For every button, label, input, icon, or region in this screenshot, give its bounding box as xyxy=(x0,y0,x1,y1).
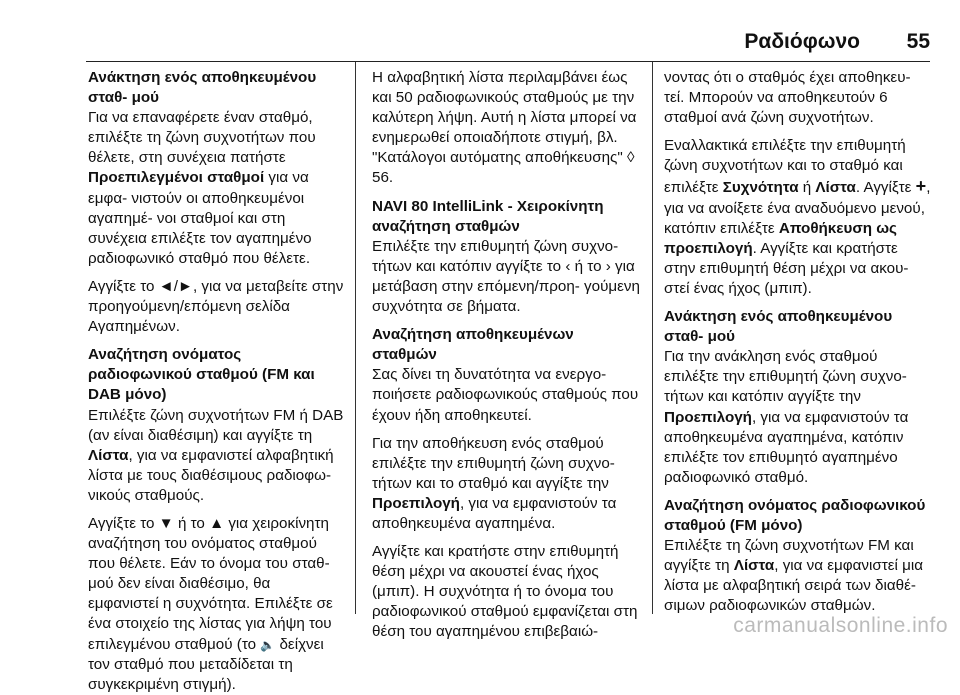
section-heading: Αναζήτηση ονόματος ραδιοφωνικού σταθμού (FM και DAB μόνο) xyxy=(88,346,315,404)
column-1 xyxy=(88,68,344,693)
chevron-left-icon: ‹ xyxy=(565,257,571,275)
text: , για να μεταβείτε στην προηγούμενη/επόμενη σελίδα Αγαπημένων. xyxy=(88,277,344,336)
paragraph xyxy=(88,108,344,269)
text: 56. xyxy=(372,169,394,187)
paragraph: Αγγίξτε και κρατήστε στην επιθυμητή θέση μέχρι να ακουστεί ένας ήχος (μπιπ). Η συχνότητα ή το όνομα του ραδιοφωνικού σταθμού εμφανίζεται στη θέση του αγαπημένου επιβεβαιώ‐ xyxy=(372,543,638,641)
page-reference-icon: ◊ xyxy=(626,149,635,167)
column-divider xyxy=(652,62,653,614)
column-3 xyxy=(664,68,932,615)
prev-next-arrows-icon: ◄/► xyxy=(158,277,193,295)
text: Για την αποθήκευση ενός σταθμού επιλέξτε την επιθυμητή ζώνη συχνο‐ τήτων και το σταθμό και αγγίξτε την xyxy=(372,434,615,492)
text: Για να επαναφέρετε έναν σταθμό, επιλέξτε τη ζώνη συχνοτήτων που θέλετε, στη συνέχεια πατήστε xyxy=(88,109,316,167)
text: , για να ανοίξετε ένα αναδυόμενο μενού, κατόπιν επιλέξτε xyxy=(664,179,931,237)
text: Επιλέξτε την επιθυμητή ζώνη συχνο‐ τήτων και κατόπιν αγγίξτε το xyxy=(372,237,619,275)
text: Αγγίξτε το xyxy=(88,514,159,532)
text: Για την ανάκληση ενός σταθμού επιλέξτε την επιθυμητή ζώνη συχνο‐ τήτων και κατόπιν αγγίξτε την xyxy=(664,348,907,406)
text: Η αλφαβητική λίστα περιλαμβάνει έως και 50 ραδιοφωνικούς σταθμούς με την καλύτερη λήψη. Αυτή η λίστα μπορεί να ενημερωθεί οποιαδήποτε στιγμή, βλ. "Κατάλογοι αυτόματης αποθήκευσης" xyxy=(372,69,637,167)
arrow-down-icon: ▼ xyxy=(158,514,174,532)
text: για χειροκίνητη αναζήτηση του ονόματος σταθμού που θέλετε. Εάν το όνομα του σταθ‐ μού δεν είναι διαθέσιμο, θα εμφανιστεί η συχνότητα. Επιλέξτε σε ένα στοιχείο της λίστας για λήψη του επιλεγμένου σταθμού (το xyxy=(88,514,333,653)
text: Επιλέξτε τη ζώνη συχνοτήτων FM και αγγίξτε τη xyxy=(664,537,914,575)
ui-term: Λίστα xyxy=(88,446,129,464)
text: , για να εμφανιστούν τα αποθηκευμένα αγαπημένα, κατόπιν επιλέξτε τον επιθυμητό αγαπημένο ραδιοφωνικό σταθμό. xyxy=(664,408,909,486)
text: , για να εμφανιστεί αλφαβητική λίστα με τους διαθέσιμους ραδιοφω‐ νικούς σταθμούς. xyxy=(88,446,334,504)
ui-term: Αποθήκευση ως προεπιλογή xyxy=(664,219,897,257)
section-heading: Ανάκτηση ενός αποθηκευμένου σταθ‐ μού xyxy=(664,308,893,346)
text: Αγγίξτε το xyxy=(88,277,159,295)
paragraph: Σας δίνει τη δυνατότητα να ενεργο‐ ποιήσετε ραδιοφωνικούς σταθμούς που έχουν ήδη αποθηκευτεί. xyxy=(372,366,639,424)
column-2 xyxy=(372,68,640,641)
text: Επιλέξτε ζώνη συχνοτήτων FM ή DAB (αν είναι διαθέσιμη) και αγγίξτε τη xyxy=(88,406,344,444)
text: ή το xyxy=(173,514,210,532)
text: . Αγγίξτε xyxy=(855,179,916,197)
text: , για να εμφανιστούν τα αποθηκευμένα αγαπημένα. xyxy=(372,494,617,532)
text: δείχνει τον σταθμό που μεταδίδεται τη συγκεκριμένη στιγμή). xyxy=(88,635,324,693)
paragraph xyxy=(664,136,932,299)
text: ή το xyxy=(570,257,606,275)
text: για μετάβαση στην επόμενη/προη‐ γούμενη συχνότητα σε βήματα. xyxy=(372,257,640,316)
paragraph xyxy=(664,536,932,616)
plus-icon: + xyxy=(915,176,927,197)
text: , για να εμφανιστεί μια λίστα με αλφαβητική σειρά των διαθέ‐ σιμων ραδιοφωνικών σταθμών. xyxy=(664,557,924,615)
section-heading: Ανάκτηση ενός αποθηκευμένου σταθ‐ μού xyxy=(88,69,317,107)
paragraph xyxy=(372,68,640,189)
paragraph xyxy=(372,237,640,317)
header-divider xyxy=(86,61,930,62)
ui-term: Προεπιλογή xyxy=(372,494,460,512)
paragraph: νοντας ότι ο σταθμός έχει αποθηκευ‐ τεί. Μπορούν να αποθηκευτούν 6 σταθμοί ανά ζώνη συχνοτήτων. xyxy=(664,69,911,127)
text: Εναλλακτικά επιλέξτε την επιθυμητή ζώνη συχνοτήτων και το σταθμό και επιλέξτε xyxy=(664,137,906,197)
paragraph xyxy=(664,347,932,488)
text: για να εμφα‐ νιστούν οι αποθηκευμένοι αγαπημέ‐ νοι σταθμοί και στη συνέχεια επιλέξτε τον αγαπημένο ραδιοφωνικό σταθμό που θέλετε. xyxy=(88,169,312,267)
paragraph xyxy=(88,406,344,506)
paragraph xyxy=(88,514,344,695)
page-title: Ραδιόφωνο xyxy=(744,30,860,53)
ui-term: Προεπιλογή xyxy=(664,408,752,426)
speaker-icon: 🔈 xyxy=(260,637,276,652)
arrow-up-icon: ▲ xyxy=(209,514,225,532)
ui-term: Λίστα xyxy=(815,179,856,197)
page-number: 55 xyxy=(906,30,930,53)
paragraph xyxy=(372,434,640,534)
column-divider xyxy=(355,62,356,614)
chevron-right-icon: › xyxy=(605,257,611,275)
ui-term: Λίστα xyxy=(733,557,775,575)
ui-term: Προεπιλεγμένοι σταθμοί xyxy=(88,169,265,187)
section-heading: Αναζήτηση αποθηκευμένων σταθμών xyxy=(372,326,574,364)
section-heading: Αναζήτηση ονόματος ραδιοφωνικού σταθμού (FM μόνο) xyxy=(664,496,926,534)
ui-term: Συχνότητα xyxy=(722,179,799,197)
text: ή xyxy=(798,179,816,197)
paragraph xyxy=(88,277,344,337)
text: . Αγγίξτε και κρατήστε στην επιθυμητή θέση μέχρι να ακου‐ στεί ένας ήχος (μπιπ). xyxy=(664,239,909,297)
page-header xyxy=(86,22,930,62)
section-heading: NAVI 80 IntelliLink - Χειροκίνητη αναζήτηση σταθμών xyxy=(372,197,604,235)
watermark: carmanualsonline.info xyxy=(733,614,948,637)
